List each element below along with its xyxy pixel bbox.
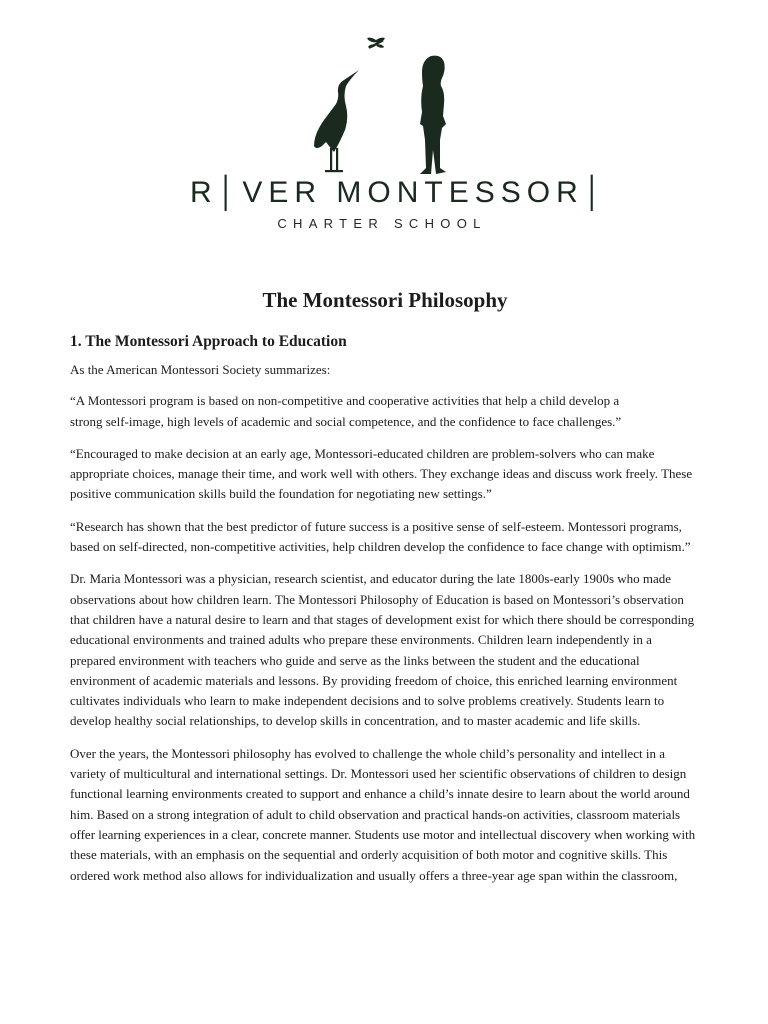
- quote-1: “A Montessori program is based on non-competitive and cooperative activities that help a child develop a strong self-image, high levels of academic and social competence, and the confidence to face challenges.”: [70, 393, 622, 429]
- quote-2: “Encouraged to make decision at an early age, Montessori-educated children are problem-solvers who can make appropriate choices, manage their time, and work well with others. They exchange ideas and discuss work freely. These positive communication skills build the foundation for negotiating new settings.”: [70, 445, 693, 502]
- intro-text: As the American Montessori Society summarizes:: [70, 362, 331, 377]
- child-silhouette-icon: [420, 56, 446, 174]
- document-body: [70, 286, 700, 898]
- quote-3: “Research has shown that the best predictor of future success is a positive sense of self-esteem. Montessori programs, based on self-directed, non-competitive activities, help children develop the confidence to face change with optimism.”: [70, 518, 691, 555]
- dragonfly-icon: [367, 37, 386, 49]
- brand-name: R│VER MONTESSOR│: [190, 176, 609, 209]
- school-logo: [0, 0, 768, 240]
- page-title: The Montessori Philosophy: [262, 288, 508, 312]
- heron-icon: [314, 70, 359, 172]
- brand-subtitle: CHARTER SCHOOL: [277, 216, 487, 231]
- section-heading: 1. The Montessori Approach to Education: [70, 333, 347, 350]
- paragraph-1: Dr. Maria Montessori was a physician, research scientist, and educator during the late 1800s-early 1900s who made observations about how children learn. The Montessori Philosophy of Education is based on Montessori’s observation that children have a natural desire to learn and that stages of development exist for which there should be corresponding educational environments and trained adults who prepare these environments. Children learn independently in a prepared environment with teachers who guide and serve as the links between the student and the educational environment of academic materials and lessons. By providing freedom of choice, this enriched learning environment cultivates individuals who learn to make independent decisions and to solve problems creatively. Students learn to develop healthy social relationships, to develop skills in concentration, and to master academic and life skills.: [70, 571, 695, 729]
- paragraph-2: Over the years, the Montessori philosophy has evolved to challenge the whole child’s personality and intellect in a variety of multicultural and international settings. Dr. Montessori used her scientific observations of children to design functional learning environments created to support and enhance a child’s innate desire to learn about the world around him. Based on a strong integration of adult to child observation and practical hands-on activities, classroom materials offer learning experiences in a clear, concrete manner. Students use motor and intellectual discovery when working with these materials, with an emphasis on the sequential and orderly acquisition of both motor and cognitive skills. This ordered work method also allows for individualization and usually offers a three-year age span within the classroom,: [70, 745, 696, 883]
